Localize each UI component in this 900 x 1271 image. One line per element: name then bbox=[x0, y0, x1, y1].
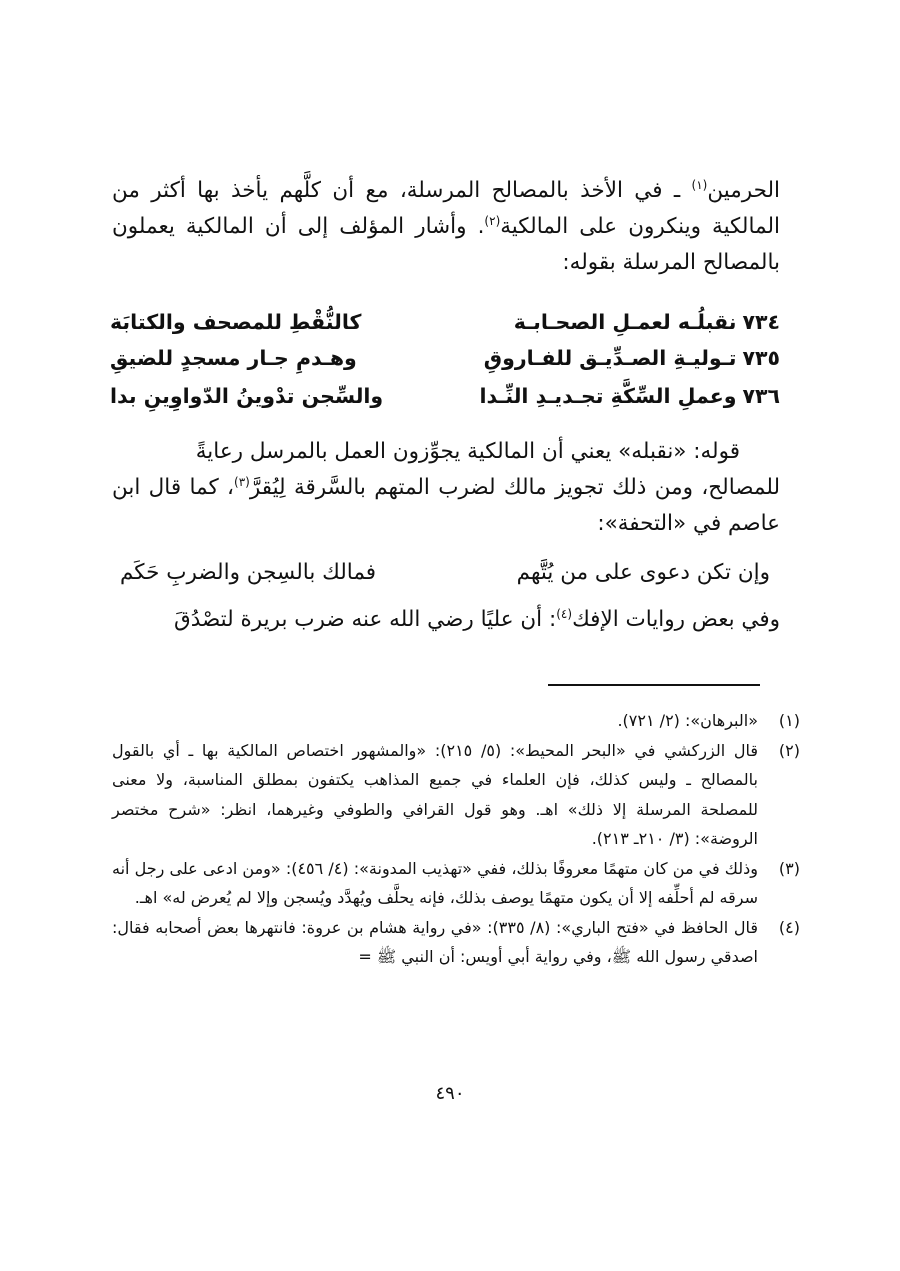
main-paragraph-1 bbox=[112, 173, 780, 281]
footnote-ref-4[interactable]: (٤) bbox=[556, 606, 573, 621]
last-line-end: : أن عليًا رضي الله عنه ضرب بريرة لتصْدُقَ bbox=[174, 607, 557, 632]
separator-line bbox=[548, 684, 760, 686]
footnote-4 bbox=[112, 913, 800, 972]
p2-line3: قال ابن عاصم في «التحفة»: bbox=[112, 475, 780, 536]
p1-line2-start: المالكية وينكرون على المالكية bbox=[500, 214, 780, 239]
footnote-number: (٢) bbox=[778, 740, 800, 760]
verse-number: ٧٣٦ bbox=[742, 384, 780, 408]
footnote-1 bbox=[112, 706, 800, 736]
p2-line1: قوله: «نقبله» يعني أن المالكية يجوِّزون العمل بالمرسل رعايةً bbox=[195, 439, 740, 464]
verse-734-first-hemistich bbox=[514, 310, 780, 334]
verse-735-second-hemistich: وهـدمِ جـار مسجدٍ للضيقِ bbox=[110, 346, 357, 370]
footnote-text: قال الزركشي في «البحر المحيط»: (٥/ ٢١٥): «والمشهور اختصاص المالكية بها ـ أي بالقول بالمصالح ـ وليس كذلك، فإن العلماء في جميع المذاهب يكتفون بمطلق المناسبة، ولا معنى للمصلحة المرسلة إلا ذلك» اهـ. وهو قول القرافي والطوفي وغيرهما، انظر: «شرح مختصر الروضة»: (٣/ ٢١٠ـ ٢١٣). bbox=[112, 740, 758, 848]
last-line-start: وفي بعض روايات الإفك bbox=[572, 607, 780, 632]
p1-line1-start: الحرمين bbox=[707, 178, 780, 203]
footnote-text: «البرهان»: (٢/ ٧٢١). bbox=[617, 711, 758, 730]
p1-line3: يعملون بالمصالح المرسلة بقوله: bbox=[112, 214, 780, 275]
poem-first-hemistich: وإن تكن دعوى على من يُتَّهم bbox=[516, 560, 770, 585]
poem-verse bbox=[120, 560, 770, 600]
verse-text: وعملِ السِّكَّةِ تجـديـدِ النِّـدا bbox=[479, 384, 737, 408]
poem-second-hemistich: فمالك بالسِجن والضربِ حَكَم bbox=[120, 560, 377, 585]
verse-number: ٧٣٤ bbox=[742, 310, 780, 334]
verse-text: نقبلُـه لعمـلِ الصحـابـة bbox=[513, 310, 737, 334]
verse-number: ٧٣٥ bbox=[742, 346, 780, 370]
main-paragraph-2 bbox=[112, 434, 780, 542]
p2-line2-start: للمصالح، ومن ذلك تجويز مالك لضرب المتهم بالسَّرقة لِيُقرَّ bbox=[249, 475, 780, 500]
footnote-2 bbox=[112, 736, 800, 854]
verse-735 bbox=[110, 340, 780, 376]
verse-735-first-hemistich bbox=[484, 346, 780, 370]
p1-line1-end: ـ في الأخذ بالمصالح المرسلة، مع أن كلَّهم يأخذ بها أكثر من bbox=[112, 178, 692, 203]
verse-736 bbox=[110, 378, 780, 414]
footnote-text: قال الحافظ في «فتح الباري»: (٨/ ٣٣٥): «في رواية هشام بن عروة: فانتهرها بعض أصحابه فقال: اصدقي رسول الله ﷺ، وفي رواية أبي أويس: أن النبي ﷺ = bbox=[112, 917, 758, 966]
continuation-line bbox=[112, 602, 780, 638]
footnote-number: (٤) bbox=[778, 917, 800, 937]
footnote-ref-1[interactable]: (١) bbox=[691, 177, 708, 192]
verse-text: تـوليـةِ الصـدِّيـق للفـاروقِ bbox=[483, 346, 737, 370]
verse-736-second-hemistich: والسِّجن تدْوينُ الدّواوِينِ بدا bbox=[110, 384, 384, 408]
verse-736-first-hemistich bbox=[479, 384, 780, 408]
footnote-number: (٣) bbox=[778, 858, 800, 878]
page-number: ٤٩٠ bbox=[435, 1083, 465, 1104]
verse-734 bbox=[110, 304, 780, 340]
footnotes-section bbox=[112, 706, 800, 972]
p2-line2-end: ، كما bbox=[189, 475, 234, 500]
footnote-ref-2[interactable]: (٢) bbox=[484, 213, 501, 228]
footnote-number: (١) bbox=[778, 711, 800, 730]
p1-line2-end: . وأشار المؤلف إلى أن المالكية bbox=[185, 214, 485, 239]
footnote-ref-3[interactable]: (٣) bbox=[234, 474, 250, 489]
footnote-3 bbox=[112, 854, 800, 913]
verse-734-second-hemistich: كالنُّقْطِ للمصحف والكتابَة bbox=[110, 310, 362, 334]
footnote-text: وذلك في من كان متهمًا معروفًا بذلك، ففي «تهذيب المدونة»: (٤/ ٤٥٦): «ومن ادعى على رجل أنه سرقه لم أحلِّفه إلا أن يكون متهمًا يوصف بذلك، فإنه يحلَّف ويُهدَّد ويُسجن وإلا لم يُعرض له» اهـ. bbox=[112, 858, 758, 907]
